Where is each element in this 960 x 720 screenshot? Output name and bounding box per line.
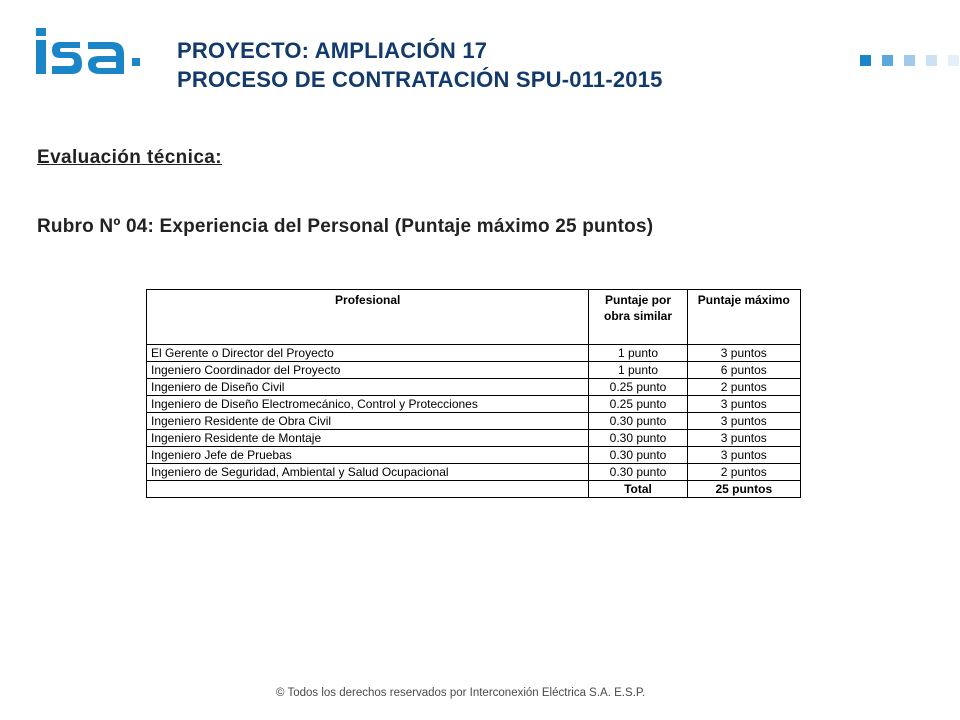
table-row	[147, 430, 801, 447]
column-header-puntaje: Puntaje por obra similar	[589, 290, 687, 345]
cell-puntaje: 0.30 punto	[589, 447, 687, 464]
cell-profesional: Ingeniero de Diseño Civil	[147, 379, 589, 396]
title-line-1: PROYECTO: AMPLIACIÓN 17	[177, 38, 488, 63]
presentation-title	[177, 36, 663, 94]
cell-maximo: 3 puntos	[687, 447, 800, 464]
cell-puntaje: 0.25 punto	[589, 396, 687, 413]
cell-maximo: 2 puntos	[687, 464, 800, 481]
cell-puntaje: 1 punto	[589, 345, 687, 362]
cell-puntaje: 1 punto	[589, 362, 687, 379]
table-row	[147, 345, 801, 362]
table-row	[147, 362, 801, 379]
cell-puntaje: 0.25 punto	[589, 379, 687, 396]
copyright-footer: © Todos los derechos reservados por Interconexión Eléctrica S.A. E.S.P.	[276, 687, 646, 699]
column-header-profesional: Profesional	[147, 290, 589, 345]
cell-empty	[147, 481, 589, 498]
cell-profesional: El Gerente o Director del Proyecto	[147, 345, 589, 362]
column-header-maximo: Puntaje máximo	[687, 290, 800, 345]
cell-maximo: 3 puntos	[687, 413, 800, 430]
table-total-row	[147, 481, 801, 498]
table-row	[147, 396, 801, 413]
cell-puntaje: 0.30 punto	[589, 413, 687, 430]
square-5	[948, 55, 959, 66]
cell-profesional: Ingeniero de Diseño Electromecánico, Control y Protecciones	[147, 396, 589, 413]
cell-maximo: 6 puntos	[687, 362, 800, 379]
rubro-title: Rubro Nº 04: Experiencia del Personal (Puntaje máximo 25 puntos)	[37, 216, 654, 237]
section-heading: Evaluación técnica:	[37, 147, 223, 168]
cell-puntaje: 0.30 punto	[589, 464, 687, 481]
cell-maximo: 3 puntos	[687, 396, 800, 413]
table-row	[147, 464, 801, 481]
table-row	[147, 413, 801, 430]
cell-profesional: Ingeniero Coordinador del Proyecto	[147, 362, 589, 379]
square-1	[860, 55, 871, 66]
title-line-2: PROCESO DE CONTRATACIÓN SPU-011-2015	[177, 67, 663, 92]
cell-puntaje: 0.30 punto	[589, 430, 687, 447]
cell-profesional: Ingeniero Residente de Montaje	[147, 430, 589, 447]
cell-maximo: 3 puntos	[687, 430, 800, 447]
square-4	[926, 55, 937, 66]
table-header-row	[147, 290, 801, 345]
cell-profesional: Ingeniero Residente de Obra Civil	[147, 413, 589, 430]
cell-profesional: Ingeniero Jefe de Pruebas	[147, 447, 589, 464]
total-label: Total	[589, 481, 687, 498]
square-2	[882, 55, 893, 66]
square-3	[904, 55, 915, 66]
evaluation-table	[146, 289, 801, 498]
cell-maximo: 2 puntos	[687, 379, 800, 396]
table-row	[147, 447, 801, 464]
total-value: 25 puntos	[687, 481, 800, 498]
cell-profesional: Ingeniero de Seguridad, Ambiental y Salud Ocupacional	[147, 464, 589, 481]
cell-maximo: 3 puntos	[687, 345, 800, 362]
table-row	[147, 379, 801, 396]
isa-logo	[30, 28, 154, 86]
